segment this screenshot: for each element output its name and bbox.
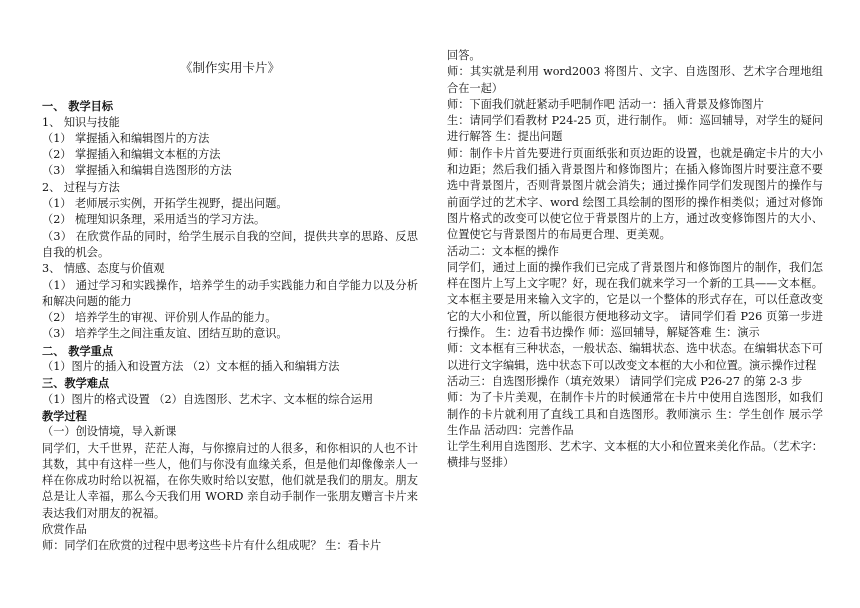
text-line: （3） 培养学生之间注重友谊、团结互助的意识。 (42, 327, 288, 341)
text-line: 同学们，大千世界，茫茫人海，与你擦肩过的人很多，和你相识的人也不计其数，其中有这样一些人，他们与你没有血缘关系，但是他们却像像亲人一样在你成功时给以祝福，在你失败时给以安慰，他们就是我们的朋友。朋友总是让人幸福，那么今天我们用 WORD 亲自动手制作一张朋友赠言卡片来表达我们对朋友的祝福。 (42, 441, 418, 520)
left-content (42, 98, 418, 554)
text-line: （2） 掌握插入和编辑文本框的方法 (42, 148, 221, 162)
text-line: （2） 梳理知识条理，采用适当的学习方法。 (42, 213, 266, 227)
text-line: 让学生利用自选图形、艺术字、文本框的大小和位置来美化作品。（艺术字：横排与竖排） (447, 440, 823, 470)
text-line: 活动三：自选图形操作（填充效果） 请同学们完成 P26-27 的第 2-3 步 (447, 374, 803, 388)
text-line: （一）创设情境，导入新课 (42, 425, 177, 439)
text-line: 欣赏作品 (42, 523, 87, 537)
section-heading: 一、 教学目标 (42, 99, 114, 114)
text-line: 师：为了卡片美观，在制作卡片的时候通常在卡片中使用自选图形，如我们制作的卡片就利用了直线工具和自选图形。教师演示 生：学生创作 展示学生作品 活动四：完善作品 (447, 391, 823, 437)
right-column (447, 48, 823, 472)
text-line: （1） 老师展示实例，开拓学生视野，提出问题。 (42, 197, 288, 211)
text-line: 同学们，通过上面的操作我们已完成了背景图片和修饰图片的制作，我们怎样在图片上写上文字呢？好，现在我们就来学习一个新的工具——文本框。文本框主要是用来输入文字的，它是以一个整体的形式存在，可以任意改变它的大小和位置，所以能很方便地移动文字。 请同学们看 P26 页第一步进行操作。 生：边看书边操作 师：巡回辅导，解疑答难 生：演示 (447, 260, 823, 340)
text-line: （2） 培养学生的审视、评价别人作品的能力。 (42, 311, 277, 325)
text-line: 3、 情感、态度与价值观 (42, 262, 165, 276)
text-line: 生：请同学们看教材 P24-25 页，进行制作。 师：巡回辅导，对学生的疑问进行解答 生：提出问题 (447, 114, 823, 144)
text-line: （1） 通过学习和实践操作，培养学生的动手实践能力和自学能力以及分析和解决问题的能力 (42, 278, 418, 308)
text-line: （3） 掌握插入和编辑自选图形的方法 (42, 164, 232, 178)
text-line: 师：同学们在欣赏的过程中思考这些卡片有什么组成呢？ 生：看卡片 (42, 539, 382, 553)
text-line: （1）图片的格式设置 （2）自选图形、艺术字、文本框的综合运用 (42, 392, 374, 406)
text-line: 2、 过程与方法 (42, 180, 120, 194)
text-line: （3） 在欣赏作品的同时，给学生展示自我的空间，提供共享的思路、反思自我的机会。 (42, 229, 418, 259)
text-line: 回答。 (447, 49, 481, 62)
right-content (447, 48, 823, 472)
section-heading: 三、教学难点 (42, 376, 110, 391)
text-line: （1）图片的插入和设置方法 （2）文本框的插入和编辑方法 (42, 360, 340, 374)
text-line: 师：下面我们就赶紧动手吧制作吧 活动一：插入背景及修饰图片 (447, 97, 764, 111)
document-title: 《制作实用卡片》 (179, 60, 280, 75)
text-line: 师：制作卡片首先要进行页面纸张和页边距的设置，也就是确定卡片的大小和边距；然后我们插入背景图片和修饰图片；在插入修饰图片时要注意不要选中背景图片，否则背景图片就会消失；通过操作同学们发现图片的操作与前面学过的艺术字、word 绘图工具绘制的图形的操作相类似；通过对修饰图片格式的改变可以使它位于背景图片的上方，通过改变修饰图片的大小、位置使它与背景图片的布局更合理、更美观。 (447, 146, 823, 242)
text-line: 师：文本框有三种状态，一般状态、编辑状态、选中状态。在编辑状态下可以进行文字编辑，选中状态下可以改变文本框的大小和位置。演示操作过程 (447, 342, 823, 372)
section-heading: 教学过程 (42, 408, 87, 423)
section-heading: 二、 教学重点 (42, 343, 114, 358)
text-line: 活动二：文本框的操作 (447, 244, 559, 258)
left-column (42, 48, 418, 555)
text-line: （1） 掌握插入和编辑图片的方法 (42, 131, 210, 145)
text-line: 1、 知识与技能 (42, 115, 120, 129)
text-line: 师：其实就是利用 word2003 将图片、文字、自选图形、艺术字合理地组合在一起） (447, 65, 823, 95)
